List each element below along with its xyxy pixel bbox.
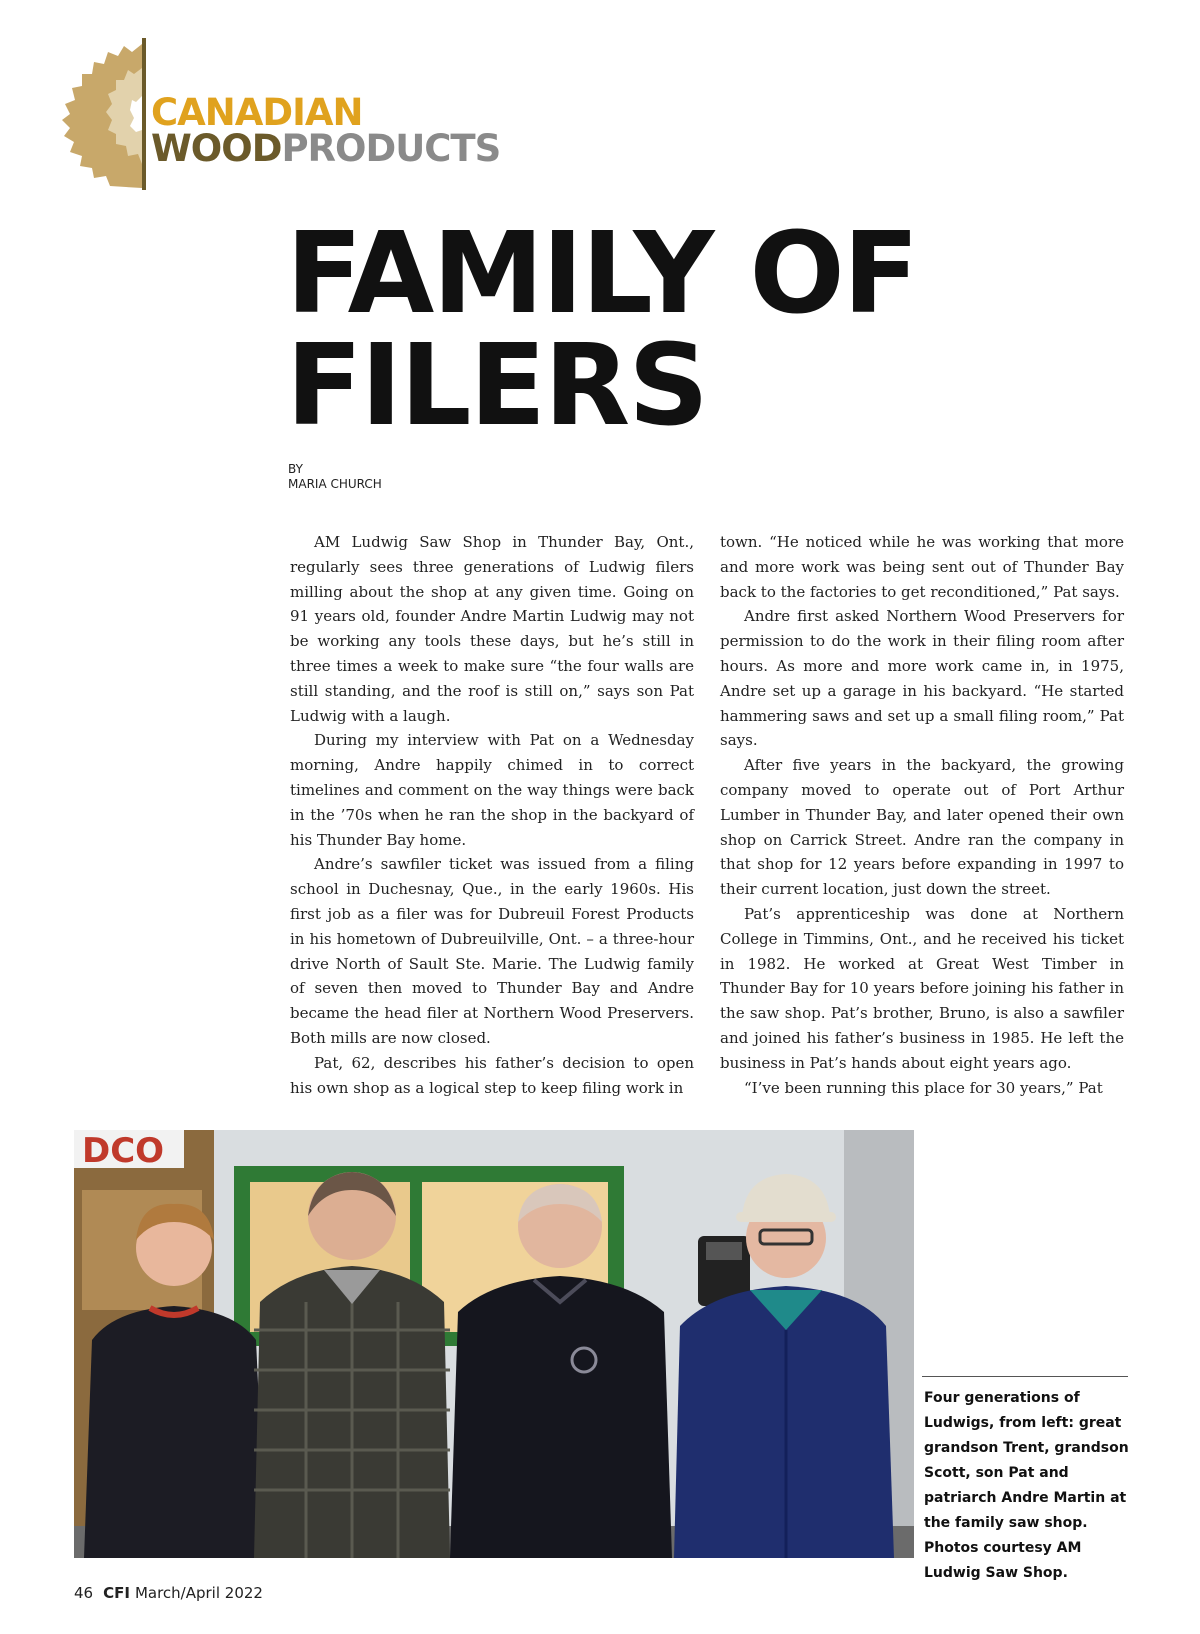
body-paragraph: Andre’s sawfiler ticket was issued from a filing school in Duchesnay, Que., in the early 1960s. His first job as a filer was for Dubreuil Forest Products in his hometown of Dubreuilville, Ont. – a three-hour drive North of Sault Ste. Marie. The Ludwig family of seven then moved to Thunder Bay and Andre became the head filer at Northern Wood Preservers. Both mills are now closed. (290, 855, 694, 1047)
magazine-logo (40, 38, 501, 188)
article-column-left (290, 530, 694, 1100)
body-paragraph: Andre first asked Northern Wood Preservers for permission to do the work in their filing room after hours. As more and more work came in, in 1975, Andre set up a garage in his backyard. “He started hammering saws and set up a small filing room,” Pat says. (720, 607, 1124, 750)
title-line-2: FILERS (286, 321, 707, 451)
body-paragraph-continuation: town. “He noticed while he was working that more and more work was being sent out of Thunder Bay back to the factories to get reconditioned,” Pat says. (720, 533, 1124, 601)
page-footer (74, 1584, 263, 1602)
article-title (286, 209, 918, 451)
photo-illustration (74, 1130, 914, 1558)
body-paragraph: AM Ludwig Saw Shop in Thunder Bay, Ont., regularly sees three generations of Ludwig filers milling about the shop at any given time. Going on 91 years old, founder Andre Martin Ludwig may not be working any tools these days, but he’s still in three times a week to make sure “the four walls are still standing, and the roof is still on,” says son Pat Ludwig with a laugh. (290, 533, 694, 725)
family-photo (74, 1130, 914, 1558)
logo-word-wood: WOOD (151, 127, 282, 170)
caption-rule (922, 1376, 1128, 1377)
issue-date: March/April 2022 (134, 1584, 263, 1602)
magazine-name: CFI (103, 1584, 130, 1602)
body-paragraph: Pat’s apprenticeship was done at Northern College in Timmins, Ont., and he received his ticket in 1982. He worked at Great West Timber in Thunder Bay for 10 years before joining his father in the saw shop. Pat’s brother, Bruno, is also a sawfiler and joined his father’s business in 1985. He left the business in Pat’s hands about eight years ago. (720, 904, 1124, 1072)
body-paragraph: Pat, 62, describes his father’s decision to open his own shop as a logical step to keep filing work in (290, 1053, 694, 1097)
article-column-right (720, 530, 1124, 1100)
body-paragraph: After five years in the backyard, the growing company moved to operate out of Port Arthur Lumber in Thunder Bay, and later opened their own shop on Carrick Street. Andre ran the company in that shop for 12 years before expanding in 1997 to their current location, just down the street. (720, 756, 1124, 899)
logo-line-woodproducts (151, 127, 501, 170)
title-line-1: FAMILY OF (286, 209, 918, 339)
saw-blade-icon (40, 38, 150, 188)
logo-word-canadian: CANADIAN (151, 91, 363, 134)
photo-caption: Four generations of Ludwigs, from left: great grandson Trent, grandson Scott, son Pat and patriarch Andre Martin at the family saw shop. Photos courtesy AM Ludwig Saw Shop. (924, 1390, 1129, 1581)
byline-label: BY (288, 462, 303, 476)
logo-divider (142, 38, 146, 190)
byline (288, 462, 382, 492)
photo-sign-text: DCO (82, 1131, 165, 1171)
body-paragraph: During my interview with Pat on a Wednesday morning, Andre happily chimed in to correct timelines and comment on the way things were back in the ’70s when he ran the shop in the backyard of his Thunder Bay home. (290, 731, 694, 849)
body-paragraph: “I’ve been running this place for 30 years,” Pat (744, 1078, 1103, 1097)
logo-word-products: PRODUCTS (281, 127, 501, 170)
author-name: MARIA CHURCH (288, 477, 382, 491)
page-number: 46 (74, 1584, 94, 1602)
